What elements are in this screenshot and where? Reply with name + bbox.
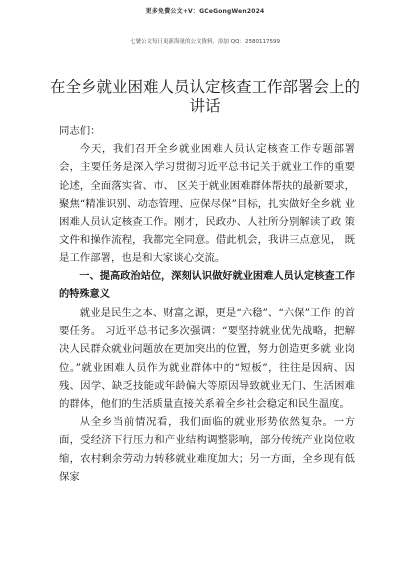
paragraph-1: 就业是民生之本、财富之源，更是“六稳”、“六保”工作 的首要任务。 习近平总书记多次强调：“要坚持就业优先战略，把解决人民群众就业问题放在更加突出的位置，努力创造更多就 业岗位。”就业困难人员作为就业群体中的“短板”，往往是因病、因残、因学、缺乏技能或年龄偏大等原因导致就业无门、生活困难的群体，他们的生活质量直接关系着全乡社会稳定和民生温度。	[59, 307, 355, 411]
greeting: 同志们：	[59, 125, 101, 137]
document-body	[59, 122, 355, 486]
document-title: 在全乡就业困难人员认定核查工作部署会上的讲话	[49, 78, 360, 115]
promo-subheader: 七號公文每日更新海量的公文資料，添加 QQ：2580117599	[130, 39, 280, 45]
paragraph-intro: 今天，我们召开全乡就业困难人员认定核查工作专题部署会，主要任务是深入学习贯彻习近平总书记关于就业工作的重要论述，全面落实省、市、 区关于就业困难群体帮扶的最新要求，聚焦“精准识别、动态管理、应保尽保”目标，扎实做好全乡就 业困难人员认定核查工作。刚才，民政办、人社所分别解读了政 策文件和操作流程，我都完全同意。借此机会，我讲三点意见， 既是工作部署，也是和大家谈心交流。	[59, 143, 355, 265]
section-heading-1: 一、提高政治站位，深刻认识做好就业困难人员认定核查工作的特殊意义	[59, 270, 355, 300]
promo-header: 更多免費公文+V：GCeGongWen2024	[145, 8, 265, 15]
paragraph-2: 从全乡当前情况看，我们面临的就业形势依然复杂。一方面，受经济下行压力和产业结构调整影响，部分传统产业岗位收缩，农村剩余劳动力转移就业难度加大；另一方面，全乡现有低保家	[59, 416, 355, 483]
